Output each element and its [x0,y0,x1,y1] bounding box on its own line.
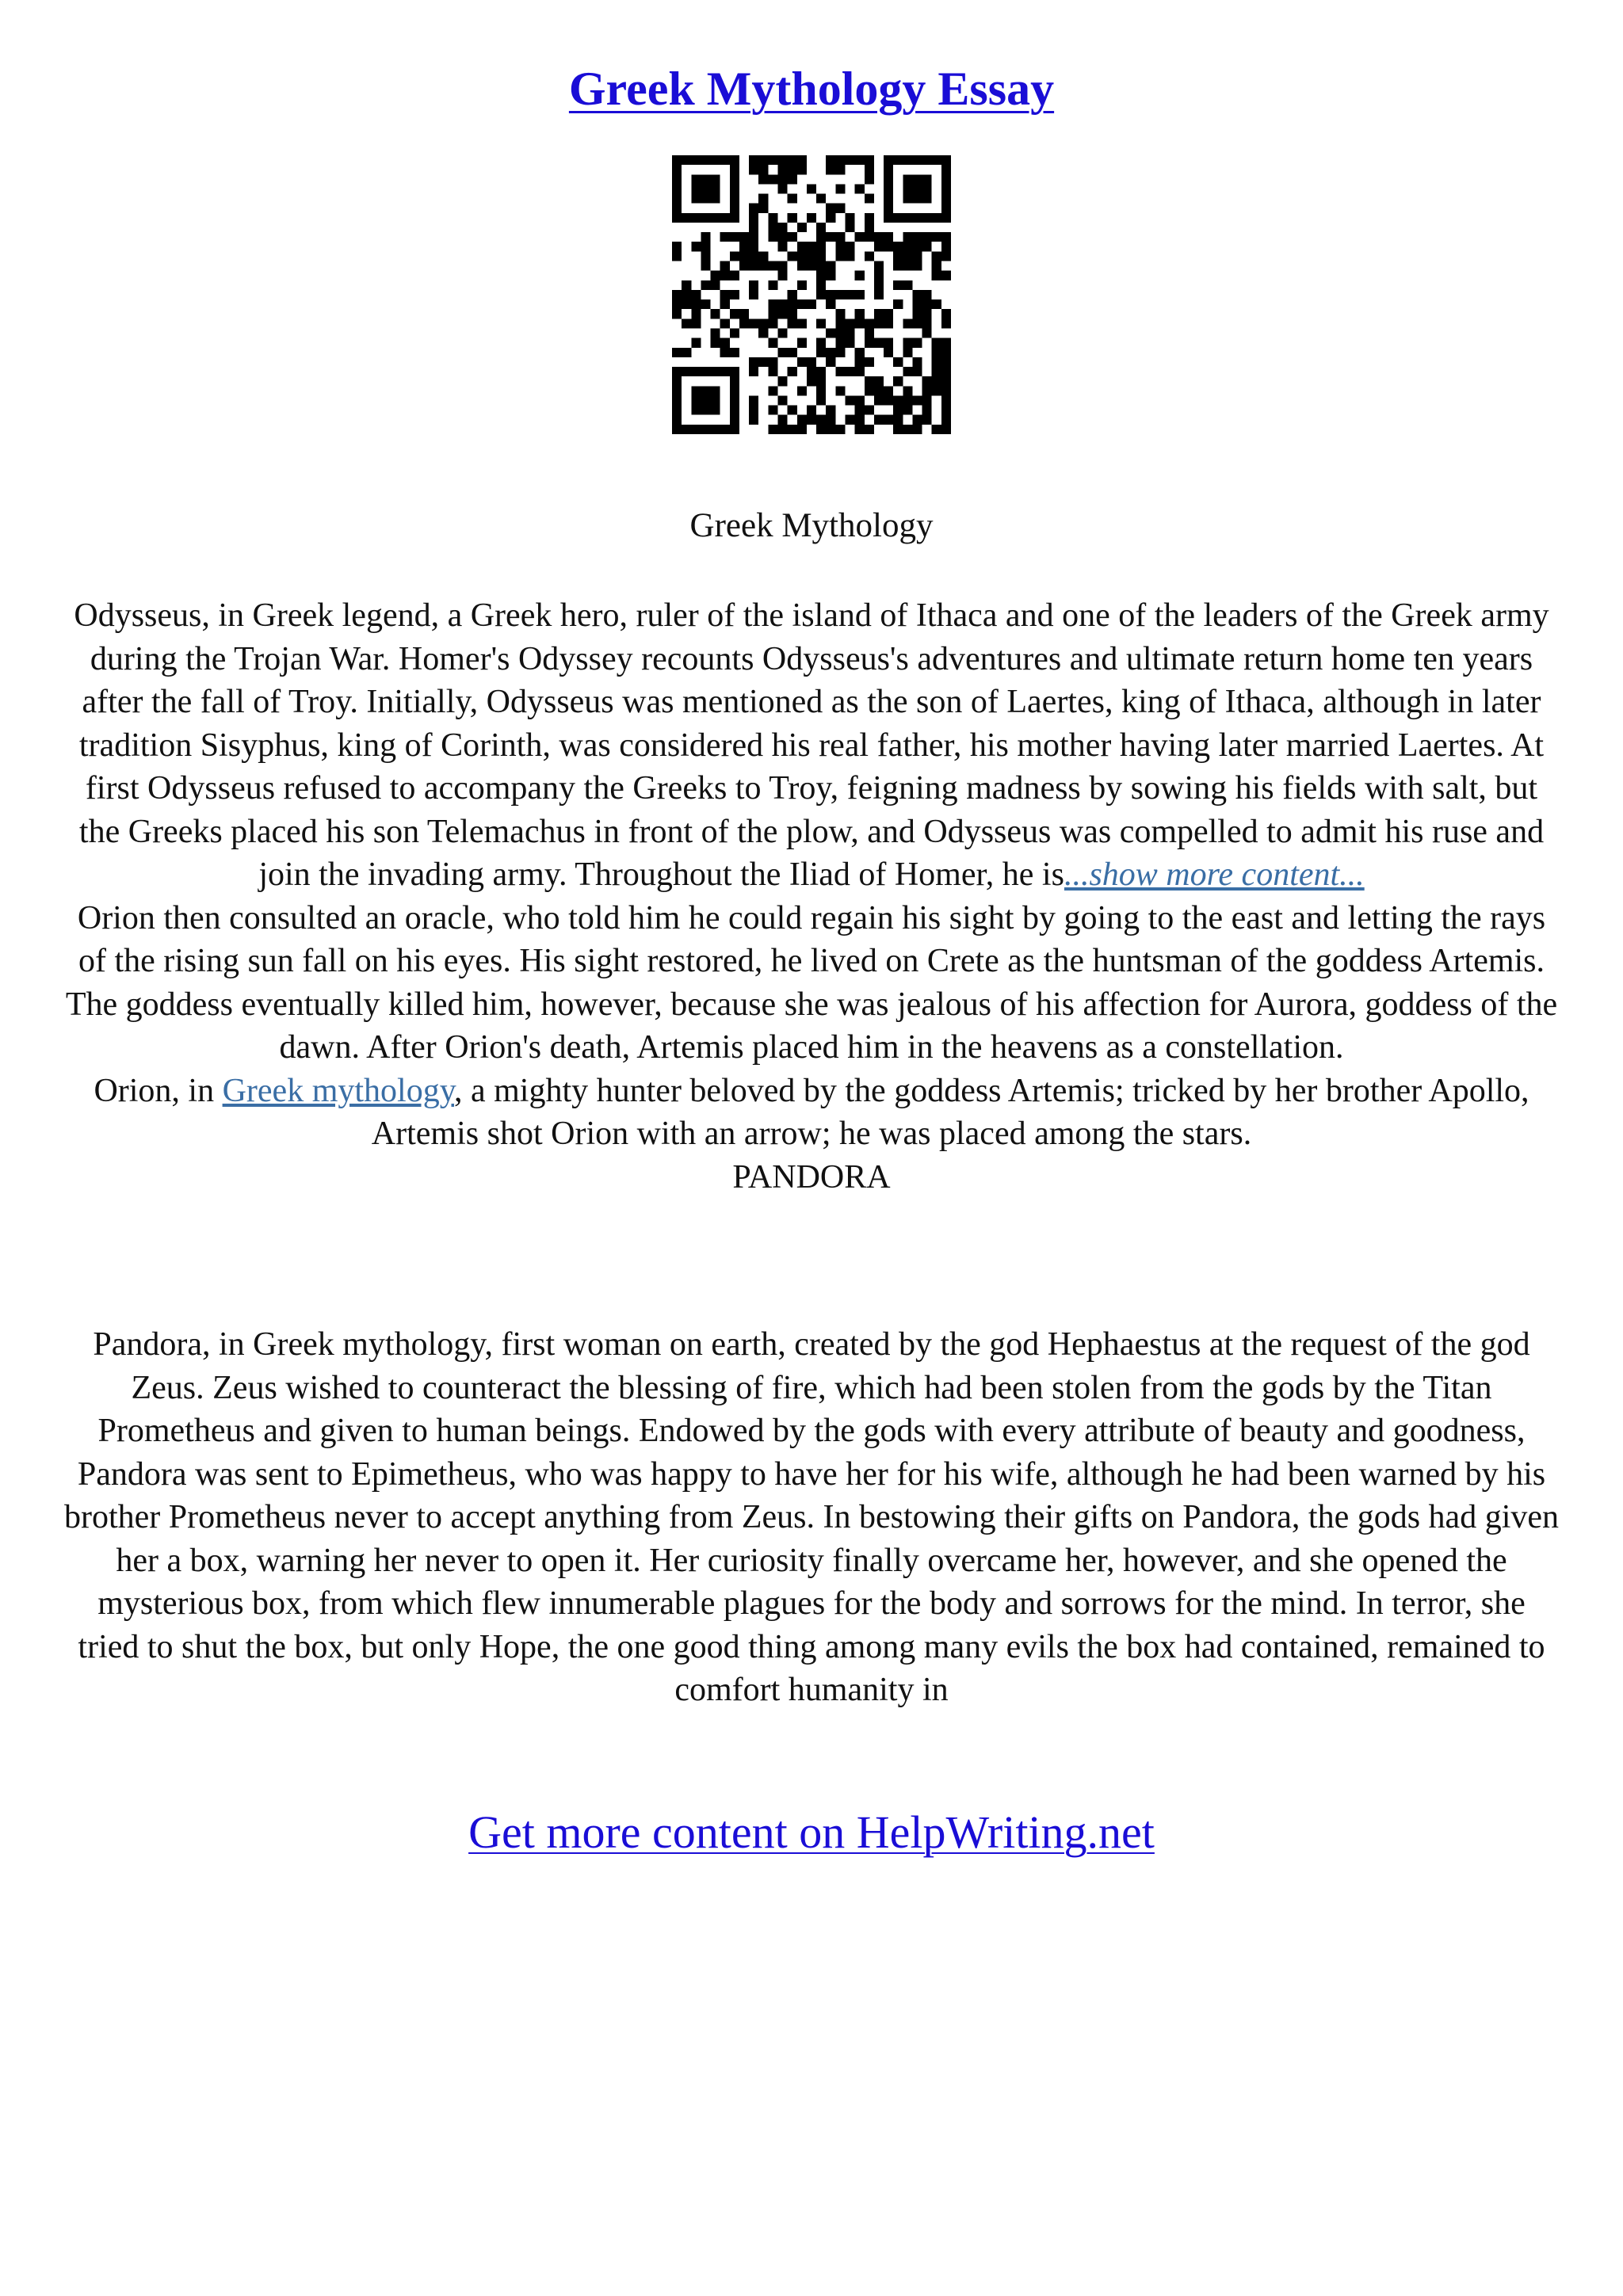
qr-code-icon[interactable] [672,155,951,434]
paragraph-orion-summary [63,1070,1560,1156]
title-link[interactable]: Greek Mythology Essay [568,63,1055,115]
greek-mythology-link[interactable]: Greek mythology [222,1072,454,1109]
paragraph-odysseus-text: Odysseus, in Greek legend, a Greek hero, ruler of the island of Ithaca and one of the leaders of the Greek army during the Trojan War. Homer's Odyssey recounts Odysseus's adventures and ultimate return home ten years after the fall of Troy. Initially, Odysseus was mentioned as the son of Laertes, king of Ithaca, although in later tradition Sisyphus, king of Corinth, was considered his real father, his mother having later married Laertes. At first Odysseus refused to accompany the Greeks to Troy, feigning madness by sowing his fields with salt, but the Greeks placed his son Telemachus in front of the plow, and Odysseus was compelled to admit his ruse and join the invading army. Throughout the Iliad of Homer, he is [74,597,1549,893]
qr-code-graphic [672,155,951,434]
pandora-heading: PANDORA [732,1158,891,1196]
show-more-link[interactable]: ...show more content... [1064,856,1365,893]
footer [0,1805,1623,1860]
paragraph-pandora: Pandora, in Greek mythology, first woman on earth, created by the god Hephaestus at the request of the god Zeus. Zeus wished to counteract the blessing of fire, which had been stolen from the gods by the Titan Prometheus and given to human beings. Endowed by the gods with every attribute of beauty and goodness, Pandora was sent to Epimetheus, who was happy to have her for his wife, although he had been warned by his brother Prometheus never to accept anything from Zeus. In bestowing their gifts on Pandora, the gods had given her a box, warning her never to open it. Her curiosity finally overcame her, however, and she opened the mysterious box, from which flew innumerable plagues for the body and sorrows for the mind. In terror, she tried to shut the box, but only Hope, the one good thing among many evils the box had contained, remained to comfort humanity in [63,1326,1560,1708]
document-title [0,57,1623,120]
paragraph-orion-prefix: Orion, in [94,1072,223,1109]
essay-body-top [63,594,1560,1199]
helpwriting-link[interactable]: Get more content on HelpWriting.net [468,1806,1155,1858]
paragraph-orion-suffix: , a mighty hunter beloved by the goddess Artemis; tricked by her brother Apollo, Artemis shot Orion with an arrow; he was placed among the stars. [371,1072,1529,1152]
essay-body-pandora [63,1323,1560,1712]
paragraph-orion: Orion then consulted an oracle, who told him he could regain his sight by going to the east and letting the rays of the rising sun fall on his eyes. His sight restored, he lived on Crete as the huntsman of the goddess Artemis. The goddess eventually killed him, however, because she was jealous of his affection for Aurora, goddess of the dawn. After Orion's death, Artemis placed him in the heavens as a constellation. [65,899,1558,1066]
essay-heading: Greek Mythology [689,507,934,544]
paragraph-odysseus [63,594,1560,897]
